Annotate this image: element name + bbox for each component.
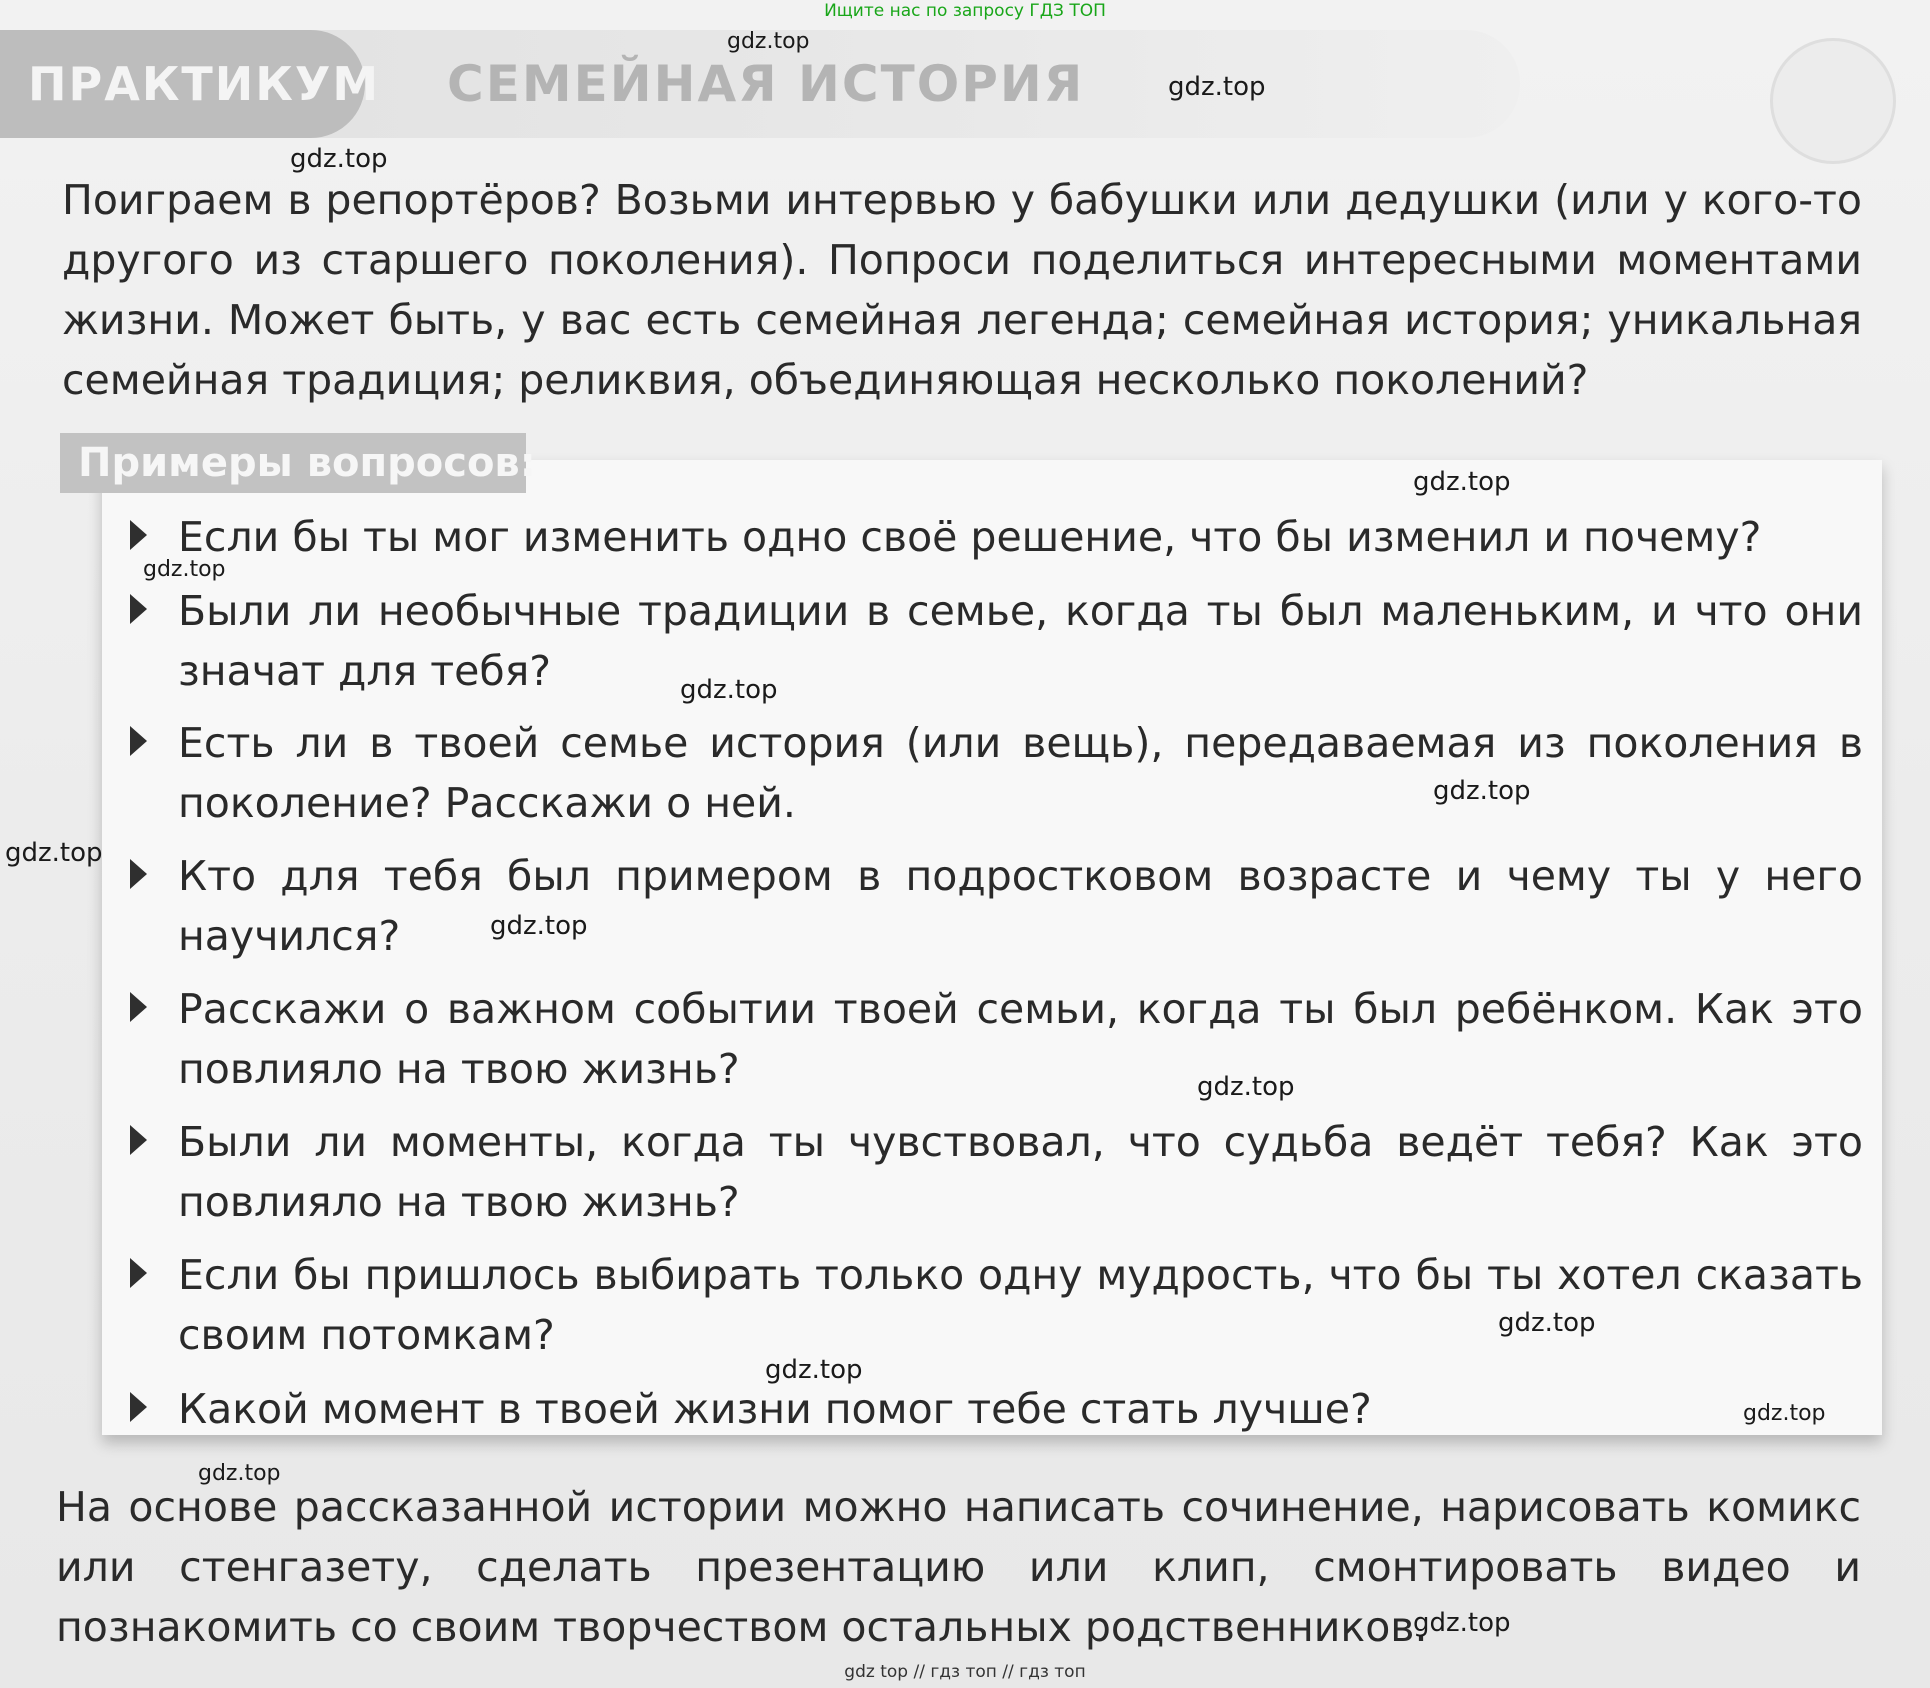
question-item-6: Были ли моменты, когда ты чувствовал, что судьба ведёт тебя? Как это повлияло на твою жизнь? <box>178 1118 1863 1226</box>
question-item-1: Если бы ты мог изменить одно своё решение, что бы изменил и почему? <box>178 513 1762 561</box>
question-item-8: Какой момент в твоей жизни помог тебе стать лучше? <box>178 1385 1372 1433</box>
watermark: gdz.top <box>1743 1401 1826 1426</box>
watermark: gdz.top <box>1168 72 1266 102</box>
watermark: gdz.top <box>680 675 778 705</box>
header-decor-circle <box>1770 38 1896 164</box>
question-item-5: Расскажи о важном событии твоей семьи, когда ты был ребёнком. Как это повлияло на твою жизнь? <box>178 985 1863 1093</box>
bullet-arrow-icon <box>130 859 147 889</box>
examples-label: Примеры вопросов: <box>60 433 526 493</box>
footer-note: gdz top // гдз топ // гдз топ <box>844 1662 1086 1682</box>
question-item-3: Есть ли в твоей семье история (или вещь), передаваемая из поколения в поколение? Расскажи о ней. <box>178 719 1863 827</box>
question-item-2: Были ли необычные традиции в семье, когда ты был маленьким, и что они значат для тебя? <box>178 587 1863 695</box>
watermark: gdz.top <box>1498 1308 1596 1338</box>
watermark: gdz.top <box>5 838 103 868</box>
question-item-7: Если бы пришлось выбирать только одну мудрость, что бы ты хотел сказать своим потомкам? <box>178 1251 1863 1359</box>
watermark: gdz.top <box>727 29 810 54</box>
bullet-arrow-icon <box>130 520 147 550</box>
watermark: gdz.top <box>1413 1608 1511 1638</box>
bullet-arrow-icon <box>130 992 147 1022</box>
watermark: gdz.top <box>290 144 388 174</box>
bullet-arrow-icon <box>130 1392 147 1422</box>
page-title: СЕМЕЙНАЯ ИСТОРИЯ <box>447 55 1085 113</box>
watermark: gdz.top <box>1413 467 1511 497</box>
outro-paragraph: На основе рассказанной истории можно написать сочинение, нарисовать комикс или стенгазету, сделать презентацию или клип, смонтировать видео и познакомить со своим творчеством остальных родственников. <box>56 1483 1861 1651</box>
watermark: gdz.top <box>1433 776 1531 806</box>
watermark: gdz.top <box>490 911 588 941</box>
watermark: gdz.top <box>198 1461 281 1486</box>
bullet-arrow-icon <box>130 726 147 756</box>
bullet-arrow-icon <box>130 1125 147 1155</box>
bullet-arrow-icon <box>130 1258 147 1288</box>
top-search-note: Ищите нас по запросу ГДЗ ТОП <box>824 1 1106 21</box>
bullet-arrow-icon <box>130 594 147 624</box>
watermark: gdz.top <box>143 557 226 582</box>
section-badge: ПРАКТИКУМ <box>0 30 365 138</box>
intro-paragraph: Поиграем в репортёров? Возьми интервью у бабушки или дедушки (или у кого-то другого из старшего поколения). Попроси поделиться интересными моментами жизни. Может быть, у вас есть семейная легенда; семейная история; уникальная семейная традиция; реликвия, объединяющая несколько поколений? <box>62 176 1862 404</box>
watermark: gdz.top <box>765 1355 863 1385</box>
question-item-4: Кто для тебя был примером в подростковом возрасте и чему ты у него научился? <box>178 852 1863 960</box>
watermark: gdz.top <box>1197 1072 1295 1102</box>
